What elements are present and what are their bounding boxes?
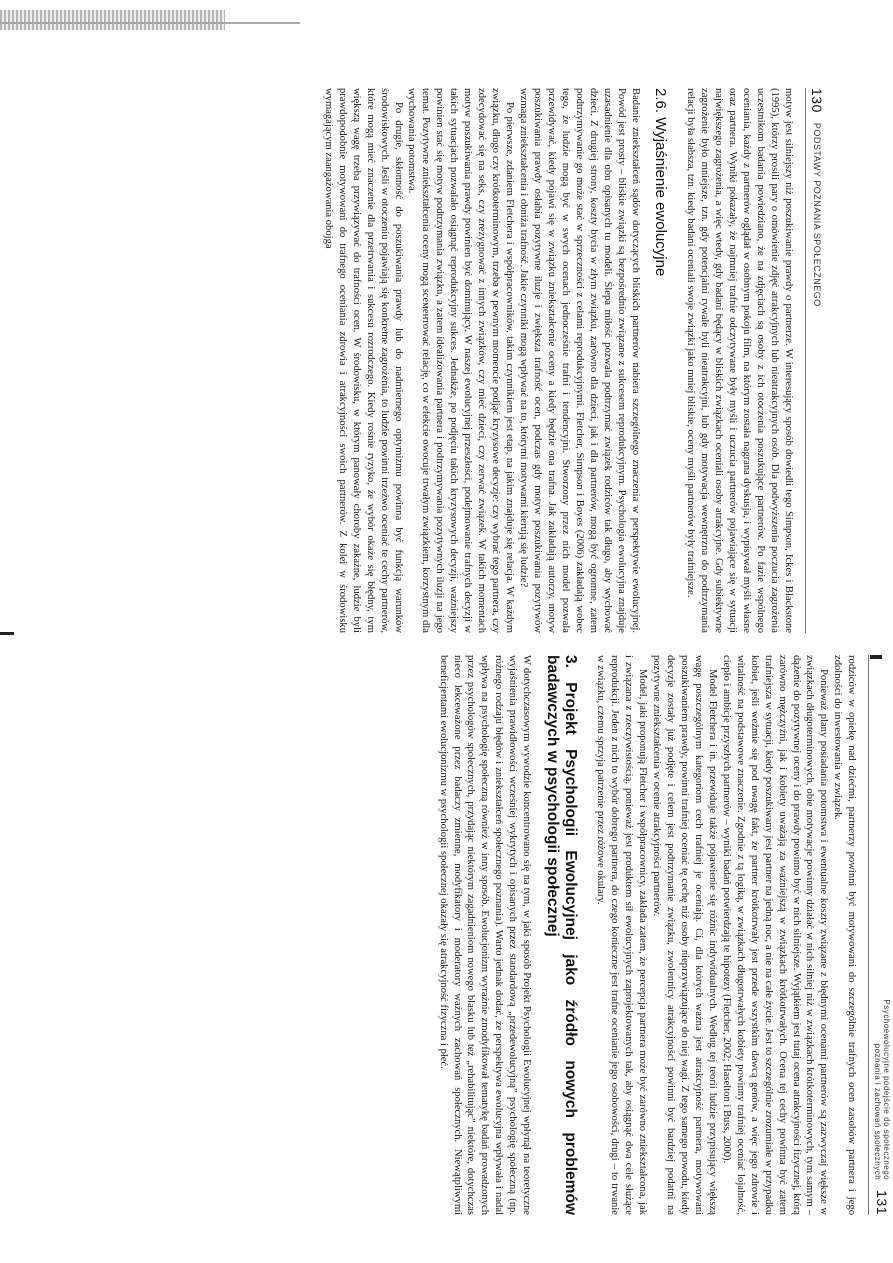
book-page-130 [80,88,825,633]
paragraph: rodziców w opiekę nad dziećmi, partnerzy powinni być motywowani do szczególnie trafnych ocen zasobów partnera i jego zdolności do inwestowania w związek. [832,655,858,1215]
scan-artifact-line [0,22,300,24]
paragraph: Po pierwsze, zdaniem Fletchera i współpracowników, takim czynnikiem jest etap, na jakim znajduje się relacja. W każdym związku, długo czy krótkoterminowym, trzeba w pewnym momencie podjąć kryzysowe decyzje: czy wybrać tego partnera, czy zdecydować się na seks, czy zrezygnować z innych związków, czy mieć dzieci, czy zerwać związek. W takich momentach motyw poszukiwania prawdy powinien być dominujący. W naszej ewolucyjnej przeszłości, podejmowanie trafnych decyzji w takich sytuacjach pozwalało osiągnąć reprodukcyjny sukces. Jednakże, po podjęciu takich kryzysowych decyzji, ważniejszy powinien stać się motyw podtrzymania związku, a zatem idealizowania partnera i podtrzymywania pozytywnych iluzji na jego temat. Pozytywne zniekształcenia oceny mogą sceментować relację, co w efekcie owocuje trwałym związkiem, korzystnym dla wychowania potomstwa. [406,88,516,633]
text-column [436,655,859,1215]
paragraph: Model, jaki proponują Fletcher i współpracownicy, zakłada zatem, że percepcja partnera może być zarówno zniekształcona, jak i związana z rzeczywistością, ponieważ jest produktem sił ewolucyjnych zaprojektowanych tak, aby osiągnąć dwa cele służące reprodukcji. Jeden z nich to wybór dobrego partnera, do czego konieczne jest trafne ocenianie jego osobowości, drugi – to trwanie w związku, czemu sprzyja patrzenie przez różowe okulary. [594,655,648,1215]
section-heading: 3. Projekt Psychologii Ewolucyjnej jako źródło nowych problemów badawczych w psychologii społecznej [544,655,579,1215]
text-column [321,88,795,633]
running-head-title: PODSTAWY POZNANIA SPOŁECZNEGO [812,122,822,307]
running-head [868,655,890,1215]
section-heading: 2.6. Wyjaśnienie ewolucyjne [652,88,670,277]
scan-artifact-top [0,10,225,30]
paragraph: Ponieważ plany posiadania potomstwa i ewentualne koszty związane z błędnymi ocenami partnerów są zazwyczaj większe w związkach długoterminowych, obie motywacje powinny działać w nich silniej niż w związkach krótkoterminowych, tym samym – dążenie do pozytywnej oceny i do prawdy powinno być w nich silniejsze. Wyjątkiem jest tutaj ocena atrakcyjności fizycznej, którą zarówno mężczyźni, jak i kobiety uważają za ważniejszą w związkach krótkotrwałych. Ocena tej cechy powinna być zatem trafniejsza w sytuacji, kiedy poszukiwany jest partner na jedną noc, a nie na całe życie. Jest to szczególnie zrozumiałe w przypadku kobiet, jeśli weźmie się pod uwagę fakt, że partner krótkotrwały jest przede wszystkim dawcą genów, a więc jego zdrowie i witalność na podstawowe znaczenie. Zgodnie z tą logiką, w związkach długotrwałych kobiety powinny trafniej oceniać lojalność, ciepło i ambicje przyszłych partnerów – wyniki badań potwierdzają te hipotezy (Fletcher, 2002; Haselton i Buss, 2000). [720,655,830,1215]
paragraph: Po drugie, skłonność do poszukiwania prawdy lub do nadmiernego optymizmu powinna być funkcją warunków środowiskowych. Jeśli w otoczeniu pojawiają się konkretne zagrożenia, to ludzie powinni trzeźwo oceniać te cechy partnerów, które mogą mieć znaczenie dla przetrwania i sukcesu rozrodczego. Kiedy rośnie ryzyko, że wybór okaże się błędny, tym większą wagę trzeba przywiązywać do trafności ocen. W środowisku, w którym panowały choroby zakaźne, ludzie byli prawdopodobnie motywowani do trafnego oceniania zdrowia i atrakcyjności swoich partnerów. Z kolei w środowisku wymagającym zaangażowania obojga [322,88,404,633]
running-head-line: poznania i zachowań społecznych [873,1043,883,1181]
running-head-title [872,1000,890,1181]
paragraph: Model Fletchera i in. przewiduje także pojawienie się różnic indywidualnych. Według tej teorii ludzie przypisujący większą wagę poszczególnym kategoriom cech trafniej je oceniają. Ci, dla których ważna jest atrakcyjność partnera, motywowani poszukiwaniem prawdy, powinni trafniej oceniać tę cechę niż osoby nieprzywiązujące do niej wagi. Z tego samego powodu, kiedy decyzje zostały już podjęte i celem jest podtrzymanie związku, zwolennicy atrakcyjności powinni być bardziej podatni na pozytywne zniekształcenia w ocenie atrakcyjności partnerów. [650,655,718,1215]
paragraph: W dotychczasowym wywodzie koncentrowano się na tym, w jaki sposób Projekt Psychologii Ewolucyjnej wpłynął na teoretyczne wyjaśnienia prawidłowości wcześniej wykrytych i opisanych przez standardową „przedewolucyjną” psychologię społeczną (np. różnego rodzaju błędów i zniekształceń społecznego poznania). Warto jednak dodać, że perspektywa ewolucyjna wpływała i nadal wpływa na psychologię społeczną również w inny sposób. Ewolucjonizm wyraźnie zmodyfikował tematykę badań prowadzonych przez psychologów społecznych, przydając niektórym zagadnieniom nowego blasku lub też „rehabilitując” niektóre, dotychczas nieco lekceważone przez badaczy zmienne, modyfikatory i moderatory ważnych zachowań społecznych. Niewątpliwymi beneficjentami ewolucjonizmu w psychologii społecznej okazały się atrakcyjność fizyczna i płeć. [437,655,533,1215]
paragraph: motyw jest silniejszy niż poszukiwanie prawdy o partnerze. W interesujący sposób dowiedli tego Simpson, Ickes i Blackstone (1995), którzy prosili pary o omówienie zdjęć atrakcyjnych lub nieatrakcyjnych osób. Dla podwyższenia poczucia zagrożenia uczestnikom badania powiedziano, że na zdjęciach są osoby z ich otoczenia poszukujące partnerów. Po fazie wspólnego oceniania, każdy z partnerów oglądał w osobnym pokoju film, na którym została nagrana dyskusja, i wypisywał myśli własne oraz partnera. Wyniki pokazały, że najmniej trafnie odczytywane były myśli i uczucia partnerów pojawiające się w sytuacji największego zagrożenia, a więc wtedy, gdy badani będący w bliskich związkach oceniali osoby atrakcyjne. Gdy subiektywne zagrożenie było mniejsze, tzn. gdy potencjalni rywale byli nieatrakcyjni, lub gdy motywacja wewnętrzna do podtrzymania relacji była słabsza, tzn. kiedy badani oceniali swoje związki jako mniej bliskie, oceny myśli partnerów były trafniejsze. [685,88,794,633]
running-head [805,88,825,633]
page-number: 131 [873,1190,890,1215]
page-number: 130 [809,88,825,113]
fold-mark-left [0,632,14,635]
running-head-line: Psychoewolucyjne podejście do społecznego [882,999,891,1181]
book-page-131 [200,655,890,1215]
paragraph: Badanie zniekształceń sądów dotyczących bliskich partnerów nabiera szczególnego znaczenia w perspektywie ewolucyjnej. Powód jest prosty – bliskie związki są bezpośrednio związane z sukcesem reprodukcyjnym. Psychologia ewolucyjna znajduje uzasadnienie dla obu opisanych tu modeli. Ślepa miłość pozwala podtrzymać związek rodziców tak długo, aby wychować dzieci. Z drugiej strony, koszty bycia w złym związku, zarówno dla dzieci, jak i dla partnerów, mogą być ogromne, zatem podtrzymywanie go może stać w sprzeczności z celami reprodukcyjnymi. Fletcher, Simpson i Boyes (2006) zakładają wobec tego, że ludzie mogą być w swych ocenach jednocześnie trafni i tendencyjni. Stworzony przez nich model pozwala przewidywać, kiedy pojawi się w związku zniekształcenie oceny a kiedy będzie ona trafna. Jak zakładają autorzy, motyw poszukiwania prawdy osłabia pozytywne iluzje i zwiększa trafność ocen, podczas gdy motyw poszukiwania pozytywów wzmaga zniekształcenia i obniża trafność. Jakie czynniki mogą wpływać na to, którymi motywami kierują się ludzie? [518,88,641,633]
